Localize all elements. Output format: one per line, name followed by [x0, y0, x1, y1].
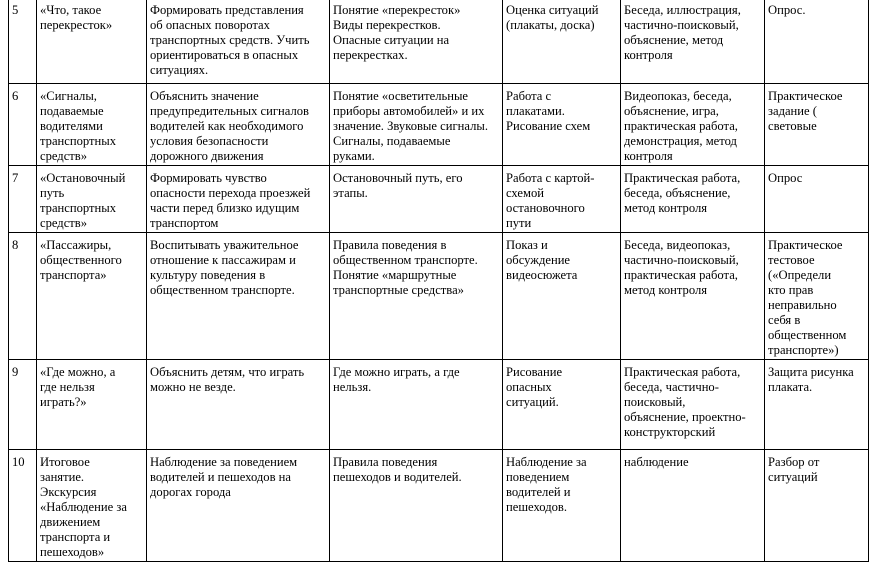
- lesson-methods: Практическая работа, беседа, объяснение, метод контроля: [624, 171, 741, 215]
- lesson-activity: Наблюдение за поведением водителей и пешеходов.: [506, 455, 587, 514]
- control-cell: [765, 360, 869, 450]
- topic-cell: [37, 233, 147, 360]
- methods-cell: [621, 233, 765, 360]
- table-row: [9, 84, 869, 166]
- control-cell: [765, 450, 869, 562]
- lesson-number: 7: [12, 171, 19, 185]
- goal-cell: [147, 84, 330, 166]
- topic-cell: [37, 360, 147, 450]
- goal-cell: [147, 450, 330, 562]
- lesson-control: Практическое тестовое («Определи кто прав неправильно себя в общественном транспорте»): [768, 238, 847, 357]
- lesson-activity: Работа с плакатами. Рисование схем: [506, 89, 591, 133]
- goal-cell: [147, 0, 330, 84]
- content-cell: [330, 233, 503, 360]
- lesson-goal: Формировать представления об опасных поворотах транспортных средств. Учить ориентироваться в опасных ситуациях.: [150, 3, 310, 77]
- lesson-number: 8: [12, 238, 19, 252]
- lesson-activity: Показ и обсуждение видеосюжета: [506, 238, 578, 282]
- goal-cell: [147, 233, 330, 360]
- table-row: [9, 166, 869, 233]
- lesson-number-cell: [9, 0, 37, 84]
- lesson-control: Защита рисунка плаката.: [768, 365, 854, 394]
- lesson-number: 10: [12, 455, 25, 469]
- methods-cell: [621, 450, 765, 562]
- content-cell: [330, 450, 503, 562]
- topic-cell: [37, 84, 147, 166]
- lesson-content: Остановочный путь, его этапы.: [333, 171, 463, 200]
- topic-cell: [37, 166, 147, 233]
- lesson-goal: Наблюдение за поведением водителей и пешеходов на дорогах города: [150, 455, 298, 499]
- lesson-content: Правила поведения в общественном транспорте. Понятие «маршрутные транспортные средства»: [333, 238, 478, 297]
- lesson-topic: «Пассажиры, общественного транспорта»: [40, 238, 122, 282]
- methods-cell: [621, 166, 765, 233]
- lesson-activity: Рисование опасных ситуаций.: [506, 365, 563, 409]
- control-cell: [765, 166, 869, 233]
- lesson-number-cell: [9, 166, 37, 233]
- activity-cell: [503, 84, 621, 166]
- content-cell: [330, 84, 503, 166]
- goal-cell: [147, 360, 330, 450]
- activity-cell: [503, 166, 621, 233]
- table-row: [9, 360, 869, 450]
- lesson-topic: «Где можно, а где нельзя играть?»: [40, 365, 116, 409]
- lesson-methods: Практическая работа, беседа, частично- поисковый, объяснение, проектно- конструкторский: [624, 365, 746, 439]
- activity-cell: [503, 450, 621, 562]
- activity-cell: [503, 233, 621, 360]
- lesson-topic: «Остановочный путь транспортных средств»: [40, 171, 126, 230]
- topic-cell: [37, 0, 147, 84]
- topic-cell: [37, 450, 147, 562]
- lesson-number: 9: [12, 365, 19, 379]
- control-cell: [765, 84, 869, 166]
- activity-cell: [503, 360, 621, 450]
- lesson-activity: Работа с картой- схемой остановочного пути: [506, 171, 595, 230]
- lesson-control: Практическое задание ( световые: [768, 89, 843, 133]
- lesson-content: Правила поведения пешеходов и водителей.: [333, 455, 462, 484]
- table-row: [9, 233, 869, 360]
- table-row: [9, 450, 869, 562]
- lesson-control: Разбор от ситуаций: [768, 455, 820, 484]
- lesson-number-cell: [9, 360, 37, 450]
- lesson-control: Опрос: [768, 171, 803, 185]
- lesson-number-cell: [9, 450, 37, 562]
- lesson-topic: «Что, такое перекресток»: [40, 3, 113, 32]
- content-cell: [330, 0, 503, 84]
- table-row: [9, 0, 869, 84]
- methods-cell: [621, 360, 765, 450]
- lesson-topic: «Сигналы, подаваемые водителями транспортных средств»: [40, 89, 117, 163]
- control-cell: [765, 233, 869, 360]
- lesson-content: Понятие «перекресток» Виды перекрестков. Опасные ситуации на перекрестках.: [333, 3, 461, 62]
- content-cell: [330, 360, 503, 450]
- lesson-number: 5: [12, 3, 19, 17]
- content-cell: [330, 166, 503, 233]
- lesson-plan-table: [8, 0, 869, 562]
- lesson-methods: Беседа, иллюстрация, частично-поисковый, объяснение, метод контроля: [624, 3, 741, 62]
- lesson-topic: Итоговое занятие. Экскурсия «Наблюдение за движением транспорта и пешеходов»: [40, 455, 127, 559]
- methods-cell: [621, 84, 765, 166]
- lesson-control: Опрос.: [768, 3, 806, 17]
- lesson-goal: Формировать чувство опасности перехода проезжей части перед близко идущим транспортом: [150, 171, 311, 230]
- lesson-goal: Воспитывать уважительное отношение к пассажирам и культуру поведения в общественном транспорте.: [150, 238, 299, 297]
- lesson-number-cell: [9, 84, 37, 166]
- lesson-number-cell: [9, 233, 37, 360]
- lesson-content: Где можно играть, а где нельзя.: [333, 365, 460, 394]
- activity-cell: [503, 0, 621, 84]
- control-cell: [765, 0, 869, 84]
- lesson-number: 6: [12, 89, 19, 103]
- lesson-goal: Объяснить значение предупредительных сигналов водителей как необходимого условия безопасности дорожного движения: [150, 89, 310, 163]
- lesson-goal: Объяснить детям, что играть можно не везде.: [150, 365, 305, 394]
- lesson-methods: Беседа, видеопоказ, частично-поисковый, практическая работа, метод контроля: [624, 238, 739, 297]
- lesson-methods: Видеопоказ, беседа, объяснение, игра, практическая работа, демонстрация, метод контроля: [624, 89, 738, 163]
- methods-cell: [621, 0, 765, 84]
- goal-cell: [147, 166, 330, 233]
- lesson-activity: Оценка ситуаций (плакаты, доска): [506, 3, 599, 32]
- lesson-methods: наблюдение: [624, 455, 689, 469]
- lesson-content: Понятие «осветительные приборы автомобилей» и их значение. Звуковые сигналы. Сигналы, подаваемые руками.: [333, 89, 488, 163]
